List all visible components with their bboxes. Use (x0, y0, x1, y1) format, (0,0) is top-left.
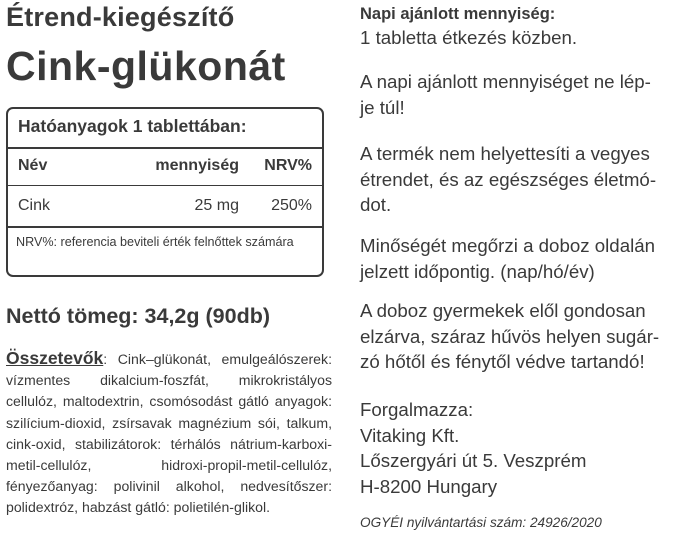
nrv-footnote: NRV%: referencia beviteli érték felnőttek számára (16, 235, 294, 249)
warning-line: elzárva, száraz hűvös helyen sugár- (360, 325, 660, 347)
warning-diet (360, 141, 688, 218)
row-amount: 25 mg (194, 197, 239, 214)
storage-instructions (360, 298, 688, 375)
warning-line: A doboz gyermekek elől gondosan (360, 300, 646, 321)
row-name: Cink (18, 197, 51, 214)
product-name: Cink-glükonát (6, 43, 286, 89)
product-category: Étrend-kiegészítő (6, 2, 235, 32)
column-header-name: Név (18, 157, 48, 174)
net-weight: Nettó tömeg: 34,2g (90db) (6, 304, 270, 328)
ingredients (6, 348, 332, 519)
warning-line: A termék nem helyettesíti a vegyes (360, 143, 650, 164)
warning-line: zó hőtől és fénytől védve tartandó! (360, 351, 645, 372)
table-heading: Hatóanyagok 1 tablettában: (18, 116, 247, 136)
ingredients-label: Összetevők (6, 348, 104, 368)
dosage-block (360, 3, 688, 49)
dosage-text: 1 tabletta étkezés közben. (360, 27, 578, 48)
registration-number: OGYÉI nyilvántartási szám: 24926/2020 (360, 515, 602, 530)
column-header-amount: mennyiség (155, 157, 239, 174)
distributor-address: Lőszergyári út 5. Veszprém (360, 450, 587, 471)
ingredients-text: : Cink–glükonát, emulgeálószerek: vízmentes dikalcium-foszfát, mikrokristályos cellulóz, maltodextrin, csomósodást gátló anyagok: szilícium-dioxid, zsírsavak magnézium sói, talkum, cink-oxid, stabilizátorok: térhálós nátrium-karboxi-metil-cellulóz, hidroxi-propil-metil-cellulóz, fényezőanyag: polivinil alkohol, nedvesítőszer: polidextróz, habzást gátló: polietilén-glikol. (6, 351, 332, 516)
warning-overdose (360, 69, 688, 120)
distributor-company: Vitaking Kft. (360, 424, 460, 446)
table-divider (8, 226, 322, 228)
warning-line: jelzett időpontig. (nap/hó/év) (360, 260, 595, 282)
warning-line: je túl! (360, 96, 405, 118)
distributor (360, 397, 688, 499)
distributor-label: Forgalmazza: (360, 399, 474, 420)
column-header-nrv: NRV% (264, 157, 312, 174)
table-divider (8, 185, 322, 186)
distributor-postal: H-8200 Hungary (360, 475, 498, 497)
warning-line: étrendet, és az egészséges életmó- (360, 168, 657, 190)
storage-expiry (360, 233, 688, 284)
warning-line: dot. (360, 194, 392, 215)
dosage-heading: Napi ajánlott mennyiség: (360, 5, 556, 23)
warning-line: Minőségét megőrzi a doboz oldalán (360, 235, 656, 256)
warning-line: A napi ajánlott mennyiséget ne lép- (360, 71, 651, 92)
nutrition-table (6, 107, 324, 277)
table-divider (8, 147, 322, 149)
row-nrv: 250% (271, 197, 312, 214)
